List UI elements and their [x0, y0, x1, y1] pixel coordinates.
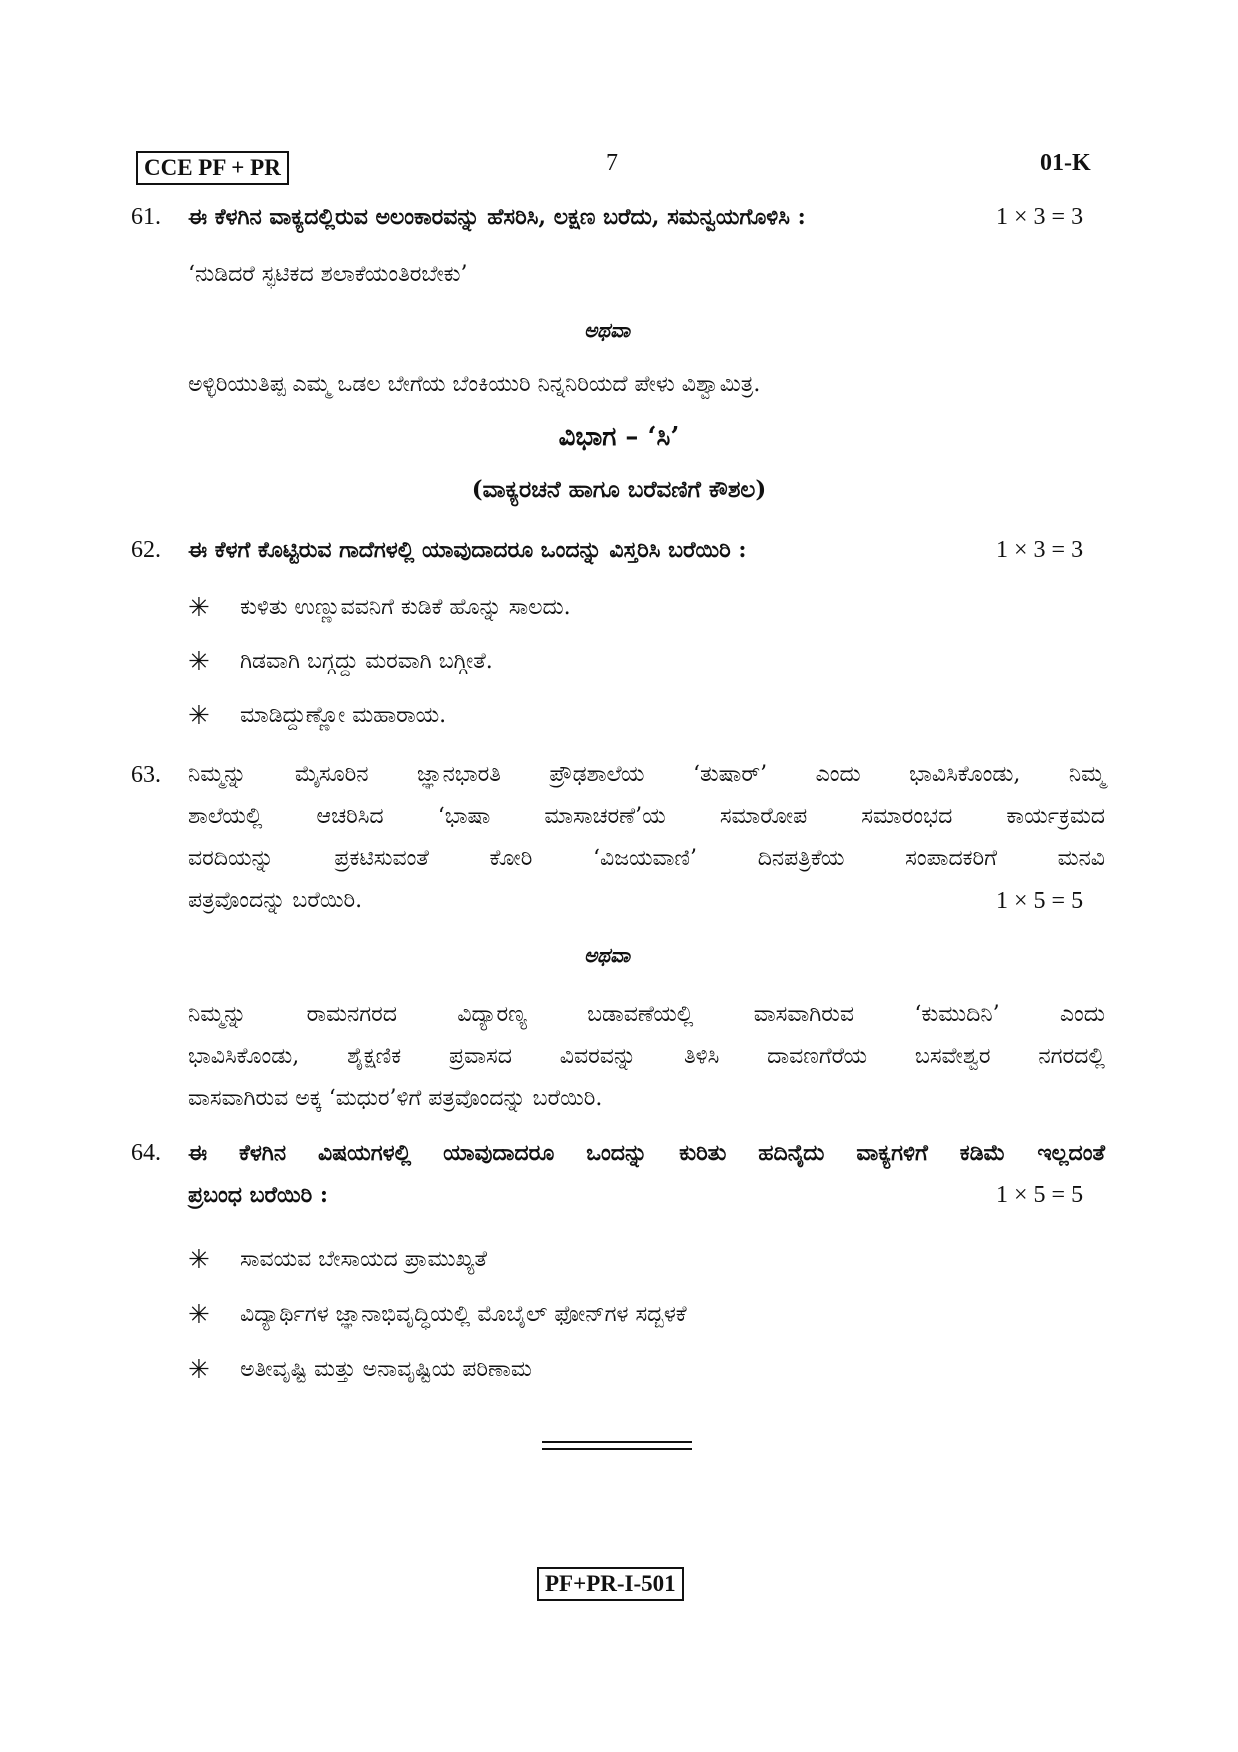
paper-code-box — [136, 151, 289, 185]
list-item-text: ಗಿಡವಾಗಿ ಬಗ್ಗದ್ದು ಮರವಾಗಿ ಬಗ್ಗೀತೆ. — [240, 649, 493, 674]
alternative-line: ವಾಸವಾಗಿರುವ ಅಕ್ಕ ‘ಮಧುರ’ಳಿಗೆ ಪತ್ರವೊಂದನ್ನು ಬರೆಯಿರಿ. — [188, 1086, 603, 1111]
list-item-text: ಸಾವಯವ ಬೇಸಾಯದ ಪ್ರಾಮುಖ್ಯತೆ — [240, 1247, 488, 1272]
end-rule — [542, 1448, 692, 1450]
question-line: ವರದಿಯನ್ನು ಪ್ರಕಟಿಸುವಂತೆ ಕೋರಿ ‘ವಿಜಯವಾಣಿ’ ದಿನಪತ್ರಿಕೆಯ ಸಂಪಾದಕರಿಗೆ ಮನವಿ — [188, 846, 1105, 871]
asterisk-icon: ✳ — [188, 593, 210, 623]
list-item-text: ವಿದ್ಯಾರ್ಥಿಗಳ ಜ್ಞಾನಾಭಿವೃದ್ಧಿಯಲ್ಲಿ ಮೊಬೈಲ್ ಫೋನ್‌ಗಳ ಸದ್ಬಳಕೆ — [240, 1302, 687, 1327]
or-label: ಅಥವಾ — [584, 943, 630, 967]
asterisk-icon: ✳ — [188, 647, 210, 677]
question-marks: 1 × 3 = 3 — [996, 537, 1084, 563]
or-label: ಅಥವಾ — [584, 318, 630, 342]
question-number: 64. — [131, 1140, 161, 1166]
question-marks: 1 × 5 = 5 — [996, 888, 1084, 914]
question-number: 61. — [131, 204, 161, 230]
list-item-text: ಕುಳಿತು ಉಣ್ಣುವವನಿಗೆ ಕುಡಿಕೆ ಹೊನ್ನು ಸಾಲದು. — [240, 595, 571, 620]
list-item-text: ಅತೀವೃಷ್ಟಿ ಮತ್ತು ಅನಾವೃಷ್ಟಿಯ ಪರಿಣಾಮ — [240, 1357, 532, 1382]
asterisk-icon: ✳ — [188, 701, 210, 731]
asterisk-icon: ✳ — [188, 1245, 210, 1275]
section-title: ವಿಭಾಗ – ‘ಸಿ’ — [558, 422, 680, 452]
list-item — [188, 1350, 532, 1390]
footer-code-box — [537, 1567, 684, 1601]
question-text: ಈ ಕೆಳಗಿನ ವಾಕ್ಯದಲ್ಲಿರುವ ಅಲಂಕಾರವನ್ನು ಹೆಸರಿಸಿ, ಲಕ್ಷಣ ಬರೆದು, ಸಮನ್ವಯಗೊಳಿಸಿ : — [188, 204, 806, 230]
asterisk-icon: ✳ — [188, 1355, 210, 1385]
quote-line: ‘ನುಡಿದರೆ ಸ್ಫಟಿಕದ ಶಲಾಕೆಯಂತಿರಬೇಕು’ — [188, 262, 468, 287]
list-item — [188, 1240, 487, 1280]
question-marks: 1 × 5 = 5 — [996, 1182, 1084, 1208]
alternative-line: ನಿಮ್ಮನ್ನು ರಾಮನಗರದ ವಿದ್ಯಾರಣ್ಯ ಬಡಾವಣೆಯಲ್ಲಿ ವಾಸವಾಗಿರುವ ‘ಕುಮುದಿನಿ’ ಎಂದು — [188, 1002, 1105, 1027]
list-item — [188, 696, 446, 736]
list-item-text: ಮಾಡಿದ್ದುಣ್ಣೋ ಮಹಾರಾಯ. — [240, 703, 447, 728]
question-line: ಪತ್ರವೊಂದನ್ನು ಬರೆಯಿರಿ. — [188, 888, 363, 913]
end-rule — [542, 1441, 692, 1443]
list-item — [188, 1295, 687, 1335]
alternative-line: ಭಾವಿಸಿಕೊಂಡು, ಶೈಕ್ಷಣಿಕ ಪ್ರವಾಸದ ವಿವರವನ್ನು ತಿಳಿಸಿ ದಾವಣಗೆರೆಯ ಬಸವೇಶ್ವರ ನಗರದಲ್ಲಿ — [188, 1044, 1105, 1069]
question-number: 63. — [131, 762, 161, 788]
question-line: ನಿಮ್ಮನ್ನು ಮೈಸೂರಿನ ಜ್ಞಾನಭಾರತಿ ಪ್ರೌಢಶಾಲೆಯ ‘ತುಷಾರ್’ ಎಂದು ಭಾವಿಸಿಕೊಂಡು, ನಿಮ್ಮ — [188, 762, 1105, 787]
question-marks: 1 × 3 = 3 — [996, 204, 1084, 230]
asterisk-icon: ✳ — [188, 1300, 210, 1330]
question-line: ಶಾಲೆಯಲ್ಲಿ ಆಚರಿಸಿದ ‘ಭಾಷಾ ಮಾಸಾಚರಣೆ’ಯ ಸಮಾರೋಪ ಸಮಾರಂಭದ ಕಾರ್ಯಕ್ರಮದ — [188, 804, 1105, 829]
alternative-line: ಅಳ್ಳಿರಿಯುತಿಪ್ಪ ಎಮ್ಮ ಒಡಲ ಬೇಗೆಯ ಬೆಂಕಿಯುರಿ ನಿನ್ನನಿರಿಯದೆ ಪೇಳು ವಿಶ್ವಾಮಿತ್ರ. — [188, 372, 761, 397]
question-text: ಈ ಕೆಳಗೆ ಕೊಟ್ಟಿರುವ ಗಾದೆಗಳಲ್ಲಿ ಯಾವುದಾದರೂ ಒಂದನ್ನು ವಿಸ್ತರಿಸಿ ಬರೆಯಿರಿ : — [188, 537, 747, 563]
question-text: ಪ್ರಬಂಧ ಬರೆಯಿರಿ : — [188, 1182, 329, 1208]
footer-code: PF+PR-I-501 — [545, 1571, 676, 1596]
question-number: 62. — [131, 537, 161, 563]
version-code: 01-K — [1040, 150, 1091, 176]
paper-code: CCE PF + PR — [144, 155, 281, 180]
section-subtitle: (ವಾಕ್ಯರಚನೆ ಹಾಗೂ ಬರೆವಣಿಗೆ ಕೌಶಲ) — [471, 476, 767, 503]
list-item — [188, 642, 493, 682]
list-item — [188, 588, 571, 628]
question-text: ಈ ಕೆಳಗಿನ ವಿಷಯಗಳಲ್ಲಿ ಯಾವುದಾದರೂ ಒಂದನ್ನು ಕುರಿತು ಹದಿನೈದು ವಾಕ್ಯಗಳಿಗೆ ಕಡಿಮೆ ಇಲ್ಲದಂತೆ — [188, 1140, 1105, 1166]
page-number: 7 — [606, 150, 618, 176]
